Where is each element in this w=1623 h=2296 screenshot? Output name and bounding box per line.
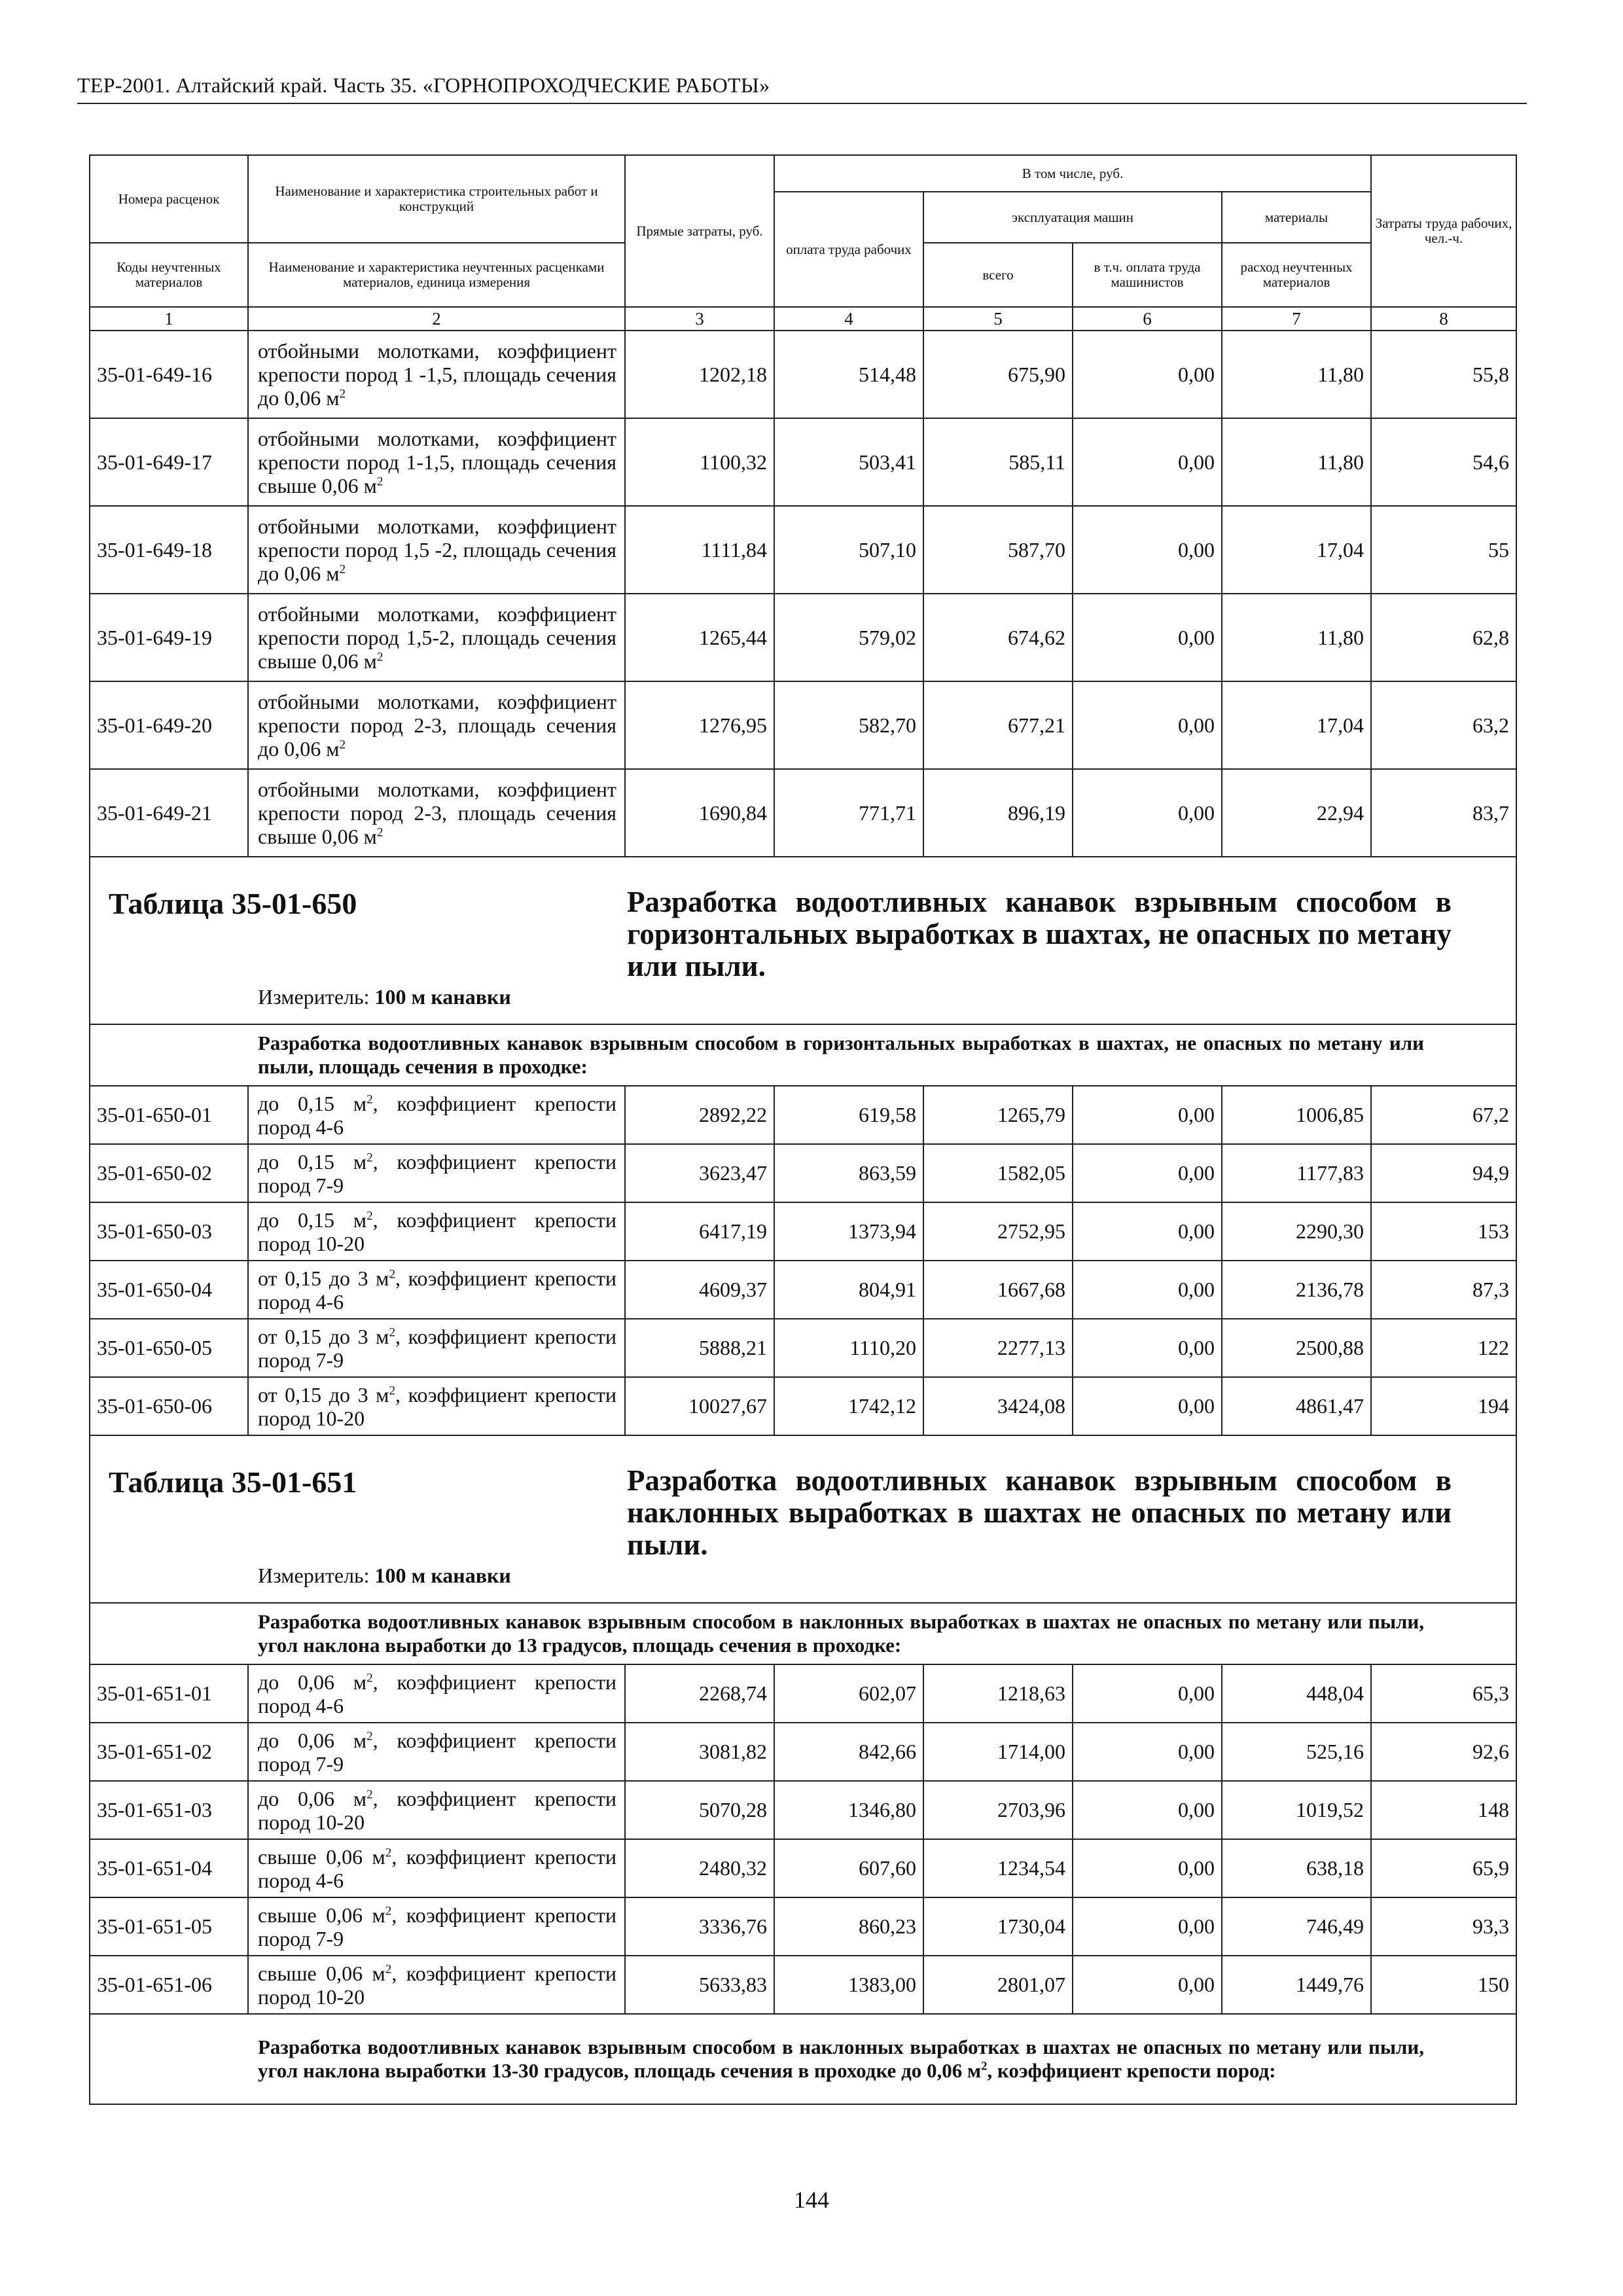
section-row (90, 2014, 1516, 2104)
column-number: 5 (923, 307, 1073, 331)
rate-code: 35-01-651-03 (90, 1781, 248, 1839)
description-text: , коэффициент крепости пород 4-6 (258, 1091, 616, 1139)
labor-hours-cell: 150 (1371, 1956, 1516, 2014)
labor-hours-cell: 63,2 (1371, 681, 1516, 769)
direct-costs-cell: 5633,83 (625, 1956, 774, 2014)
meter-value: 100 м канавки (374, 1564, 511, 1587)
labor-hours-cell: 67,2 (1371, 1086, 1516, 1144)
header-direct-costs: Прямые затраты, руб. (625, 155, 774, 307)
description-text: до 0,15 м (258, 1091, 367, 1115)
direct-costs-cell: 1100,32 (625, 418, 774, 506)
materials-cell: 17,04 (1222, 681, 1371, 769)
unit-superscript: 2 (366, 1729, 373, 1743)
unit-superscript: 2 (366, 1092, 373, 1106)
header-labor-pay: оплата труда рабочих (774, 192, 923, 307)
description-text: отбойными молотками, коэффициент крепости пород 1 -1,5, площадь сечения до 0,06 м (258, 339, 616, 410)
meter-value: 100 м канавки (374, 985, 511, 1009)
description-text: , коэффициент крепости пород 7-9 (258, 1324, 617, 1372)
column-number: 7 (1222, 307, 1371, 331)
machinists-pay-cell: 0,00 (1073, 1664, 1222, 1723)
machines-total-cell: 3424,08 (923, 1377, 1073, 1435)
description-text: отбойными молотками, коэффициент крепости пород 1,5-2, площадь сечения свыше 0,06 м (258, 602, 616, 673)
table-row (90, 1723, 1516, 1781)
labor-hours-cell: 62,8 (1371, 594, 1516, 681)
labor-hours-cell: 148 (1371, 1781, 1516, 1839)
table-row (90, 1202, 1516, 1261)
table-row (90, 1319, 1516, 1377)
unit-superscript: 2 (981, 2059, 988, 2073)
description-text: , коэффициент крепости пород 4-6 (258, 1670, 616, 1717)
work-description (248, 1144, 625, 1202)
section-row (90, 1024, 1516, 1086)
description-text: , коэффициент крепости пород 4-6 (258, 1266, 617, 1314)
machinists-pay-cell: 0,00 (1073, 1202, 1222, 1261)
machines-total-cell: 1218,63 (923, 1664, 1073, 1723)
machines-total-cell: 2752,95 (923, 1202, 1073, 1261)
direct-costs-cell: 3336,76 (625, 1897, 774, 1956)
meter (258, 1564, 511, 1588)
work-description (248, 1086, 625, 1144)
machinists-pay-cell: 0,00 (1073, 1144, 1222, 1202)
direct-costs-cell: 1276,95 (625, 681, 774, 769)
labor-pay-cell: 1110,20 (774, 1319, 923, 1377)
labor-hours-cell: 83,7 (1371, 769, 1516, 857)
description-text: отбойными молотками, коэффициент крепости пород 2-3, площадь сечения до 0,06 м (258, 690, 616, 761)
machinists-pay-cell: 0,00 (1073, 681, 1222, 769)
machinists-pay-cell: 0,00 (1073, 1086, 1222, 1144)
header-name-materials: Наименование и характеристика неучтенных расценками материалов, единица измерения (248, 243, 625, 307)
description-text: до 0,06 м (258, 1786, 367, 1810)
unit-superscript: 2 (385, 1845, 392, 1859)
header-codes-materials: Коды неучтенных материалов (90, 243, 248, 307)
unit-superscript: 2 (339, 387, 346, 401)
work-description (248, 1897, 625, 1956)
table-row (90, 681, 1516, 769)
machinists-pay-cell: 0,00 (1073, 1261, 1222, 1319)
machinists-pay-cell: 0,00 (1073, 1723, 1222, 1781)
description-text: , коэффициент крепости пород 7-9 (258, 1903, 616, 1950)
labor-pay-cell: 1742,12 (774, 1377, 923, 1435)
section-text: Разработка водоотливных канавок взрывным способом в горизонтальных выработках в шахтах, не опасных по метану или пыли, площадь сечения в проходке: (258, 1031, 1425, 1078)
header-total: всего (923, 243, 1073, 307)
table-row (90, 594, 1516, 681)
unit-superscript: 2 (339, 738, 346, 752)
work-description (248, 1956, 625, 2014)
rate-code: 35-01-651-06 (90, 1956, 248, 2014)
labor-pay-cell: 582,70 (774, 681, 923, 769)
machines-total-cell: 1730,04 (923, 1897, 1073, 1956)
machines-total-cell: 674,62 (923, 594, 1073, 681)
header-in-total: В том числе, руб. (774, 155, 1371, 192)
labor-pay-cell: 1383,00 (774, 1956, 923, 2014)
labor-hours-cell: 65,3 (1371, 1664, 1516, 1723)
description-text: свыше 0,06 м (258, 1961, 385, 1985)
labor-pay-cell: 771,71 (774, 769, 923, 857)
work-description (248, 1664, 625, 1723)
machinists-pay-cell: 0,00 (1073, 1781, 1222, 1839)
table-row (90, 1839, 1516, 1897)
description-text: , коэффициент крепости пород 4-6 (258, 1844, 616, 1892)
labor-hours-cell: 194 (1371, 1377, 1516, 1435)
machines-total-cell: 2277,13 (923, 1319, 1073, 1377)
table-row (90, 1664, 1516, 1723)
labor-hours-cell: 153 (1371, 1202, 1516, 1261)
rate-code: 35-01-651-04 (90, 1839, 248, 1897)
machines-total-cell: 1582,05 (923, 1144, 1073, 1202)
direct-costs-cell: 10027,67 (625, 1377, 774, 1435)
rate-code: 35-01-650-01 (90, 1086, 248, 1144)
materials-cell: 1449,76 (1222, 1956, 1371, 2014)
labor-hours-cell: 92,6 (1371, 1723, 1516, 1781)
materials-cell: 525,16 (1222, 1723, 1371, 1781)
table-title: Разработка водоотливных канавок взрывным способом в наклонных выработках в шахтах не опасных по метану или пыли. (627, 1464, 1452, 1561)
description-text: до 0,15 м (258, 1149, 367, 1174)
column-number: 6 (1073, 307, 1222, 331)
labor-pay-cell: 507,10 (774, 506, 923, 594)
meter-label: Измеритель: (258, 985, 370, 1009)
work-description (248, 594, 625, 681)
materials-cell: 2136,78 (1222, 1261, 1371, 1319)
description-text: , коэффициент крепости пород 7-9 (258, 1728, 616, 1776)
description-text: отбойными молотками, коэффициент крепости пород 1,5 -2, площадь сечения до 0,06 м (258, 514, 616, 585)
rate-code: 35-01-651-05 (90, 1897, 248, 1956)
labor-hours-cell: 55,8 (1371, 331, 1516, 418)
machinists-pay-cell: 0,00 (1073, 506, 1222, 594)
description-text: , коэффициент крепости пород 10-20 (258, 1382, 617, 1430)
labor-pay-cell: 607,60 (774, 1839, 923, 1897)
work-description (248, 331, 625, 418)
materials-cell: 2290,30 (1222, 1202, 1371, 1261)
labor-pay-cell: 1346,80 (774, 1781, 923, 1839)
machines-total-cell: 1234,54 (923, 1839, 1073, 1897)
table-row (90, 1086, 1516, 1144)
price-table (89, 154, 1517, 2105)
running-header: ТЕР-2001. Алтайский край. Часть 35. «ГОРНОПРОХОДЧЕСКИЕ РАБОТЫ» (77, 73, 1527, 104)
table-row (90, 1377, 1516, 1435)
unit-superscript: 2 (376, 475, 383, 489)
description-text: отбойными молотками, коэффициент крепости пород 1-1,5, площадь сечения свыше 0,06 м (258, 427, 616, 497)
labor-pay-cell: 1373,94 (774, 1202, 923, 1261)
labor-pay-cell: 863,59 (774, 1144, 923, 1202)
work-description (248, 1261, 625, 1319)
table-row (90, 1781, 1516, 1839)
description-text: от 0,15 до 3 м (258, 1382, 389, 1407)
machinists-pay-cell: 0,00 (1073, 1956, 1222, 2014)
machinists-pay-cell: 0,00 (1073, 769, 1222, 857)
labor-pay-cell: 619,58 (774, 1086, 923, 1144)
work-description (248, 1781, 625, 1839)
direct-costs-cell: 3081,82 (625, 1723, 774, 1781)
rate-code: 35-01-649-18 (90, 506, 248, 594)
page-number: 144 (794, 2187, 829, 2213)
work-description (248, 1377, 625, 1435)
work-description (248, 769, 625, 857)
materials-cell: 11,80 (1222, 418, 1371, 506)
header-machines: эксплуатация машин (923, 192, 1222, 243)
rate-code: 35-01-649-20 (90, 681, 248, 769)
labor-hours-cell: 94,9 (1371, 1144, 1516, 1202)
table-title-cell (90, 1435, 1516, 1603)
direct-costs-cell: 2268,74 (625, 1664, 774, 1723)
column-number-row (90, 307, 1516, 331)
machines-total-cell: 585,11 (923, 418, 1073, 506)
header-incl-machinists: в т.ч. оплата труда машинистов (1073, 243, 1222, 307)
machines-total-cell: 1714,00 (923, 1723, 1073, 1781)
meter-label: Измеритель: (258, 1564, 370, 1587)
materials-cell: 746,49 (1222, 1897, 1371, 1956)
direct-costs-cell: 3623,47 (625, 1144, 774, 1202)
column-number: 4 (774, 307, 923, 331)
labor-pay-cell: 503,41 (774, 418, 923, 506)
labor-hours-cell: 65,9 (1371, 1839, 1516, 1897)
machinists-pay-cell: 0,00 (1073, 1377, 1222, 1435)
description-text: отбойными молотками, коэффициент крепости пород 2-3, площадь сечения свыше 0,06 м (258, 778, 616, 848)
materials-cell: 11,80 (1222, 594, 1371, 681)
unit-superscript: 2 (366, 1150, 373, 1164)
direct-costs-cell: 2892,22 (625, 1086, 774, 1144)
materials-cell: 4861,47 (1222, 1377, 1371, 1435)
unit-superscript: 2 (385, 1962, 392, 1976)
materials-cell: 2500,88 (1222, 1319, 1371, 1377)
table-row (90, 418, 1516, 506)
labor-pay-cell: 842,66 (774, 1723, 923, 1781)
table-title-row (90, 1435, 1516, 1603)
unit-superscript: 2 (366, 1208, 373, 1223)
work-description (248, 1202, 625, 1261)
labor-pay-cell: 514,48 (774, 331, 923, 418)
unit-superscript: 2 (366, 1670, 373, 1685)
table-title-box (90, 857, 1516, 1024)
section-text: , коэффициент крепости пород: (987, 2059, 1276, 2082)
unit-superscript: 2 (389, 1325, 396, 1339)
direct-costs-cell: 4609,37 (625, 1261, 774, 1319)
machines-total-cell: 2801,07 (923, 1956, 1073, 2014)
labor-pay-cell: 860,23 (774, 1897, 923, 1956)
section-row (90, 1603, 1516, 1664)
machinists-pay-cell: 0,00 (1073, 331, 1222, 418)
unit-superscript: 2 (366, 1787, 373, 1801)
description-text: свыше 0,06 м (258, 1844, 385, 1869)
column-number: 2 (248, 307, 625, 331)
table-row (90, 1261, 1516, 1319)
labor-hours-cell: 122 (1371, 1319, 1516, 1377)
materials-cell: 638,18 (1222, 1839, 1371, 1897)
rate-code: 35-01-649-21 (90, 769, 248, 857)
unit-superscript: 2 (339, 562, 346, 577)
machines-total-cell: 896,19 (923, 769, 1073, 857)
description-text: до 0,06 м (258, 1728, 367, 1752)
unit-superscript: 2 (376, 825, 383, 840)
machines-total-cell: 675,90 (923, 331, 1073, 418)
unit-superscript: 2 (385, 1903, 392, 1918)
header-materials: материалы (1222, 192, 1371, 243)
labor-hours-cell: 93,3 (1371, 1897, 1516, 1956)
table-row (90, 1956, 1516, 2014)
description-text: от 0,15 до 3 м (258, 1266, 389, 1290)
direct-costs-cell: 1202,18 (625, 331, 774, 418)
direct-costs-cell: 6417,19 (625, 1202, 774, 1261)
meter (258, 985, 511, 1009)
description-text: до 0,06 м (258, 1670, 367, 1694)
materials-cell: 17,04 (1222, 506, 1371, 594)
work-description (248, 681, 625, 769)
rate-code: 35-01-650-03 (90, 1202, 248, 1261)
machines-total-cell: 2703,96 (923, 1781, 1073, 1839)
table-title-row (90, 857, 1516, 1024)
rate-code: 35-01-649-16 (90, 331, 248, 418)
description-text: , коэффициент крепости пород 10-20 (258, 1961, 616, 2009)
description-text: , коэффициент крепости пород 10-20 (258, 1208, 616, 1255)
machinists-pay-cell: 0,00 (1073, 418, 1222, 506)
materials-cell: 1019,52 (1222, 1781, 1371, 1839)
table-id: Таблица 35-01-651 (109, 1465, 357, 1499)
table-title-cell (90, 857, 1516, 1024)
rate-code: 35-01-649-19 (90, 594, 248, 681)
materials-cell: 22,94 (1222, 769, 1371, 857)
description-text: , коэффициент крепости пород 10-20 (258, 1786, 616, 1834)
machines-total-cell: 677,21 (923, 681, 1073, 769)
machinists-pay-cell: 0,00 (1073, 1897, 1222, 1956)
description-text: от 0,15 до 3 м (258, 1324, 389, 1348)
direct-costs-cell: 5888,21 (625, 1319, 774, 1377)
section-heading (90, 1603, 1516, 1664)
table-row (90, 506, 1516, 594)
direct-costs-cell: 2480,32 (625, 1839, 774, 1897)
description-text: свыше 0,06 м (258, 1903, 385, 1927)
rate-code: 35-01-651-02 (90, 1723, 248, 1781)
rate-code: 35-01-650-04 (90, 1261, 248, 1319)
direct-costs-cell: 1111,84 (625, 506, 774, 594)
table-row (90, 331, 1516, 418)
machines-total-cell: 587,70 (923, 506, 1073, 594)
description-text: , коэффициент крепости пород 7-9 (258, 1149, 616, 1197)
table-title: Разработка водоотливных канавок взрывным способом в горизонтальных выработках в шахтах, не опасных по метану или пыли. (627, 886, 1452, 982)
header-unaccounted: расход неучтенных материалов (1222, 243, 1371, 307)
materials-cell: 1177,83 (1222, 1144, 1371, 1202)
materials-cell: 1006,85 (1222, 1086, 1371, 1144)
work-description (248, 1839, 625, 1897)
direct-costs-cell: 1690,84 (625, 769, 774, 857)
table-id: Таблица 35-01-650 (109, 887, 357, 920)
labor-pay-cell: 804,91 (774, 1261, 923, 1319)
rate-code: 35-01-650-05 (90, 1319, 248, 1377)
work-description (248, 1723, 625, 1781)
rate-code: 35-01-649-17 (90, 418, 248, 506)
unit-superscript: 2 (389, 1266, 396, 1281)
machinists-pay-cell: 0,00 (1073, 594, 1222, 681)
machines-total-cell: 1667,68 (923, 1261, 1073, 1319)
rate-code: 35-01-651-01 (90, 1664, 248, 1723)
rate-code: 35-01-650-06 (90, 1377, 248, 1435)
description-text: до 0,15 м (258, 1208, 367, 1232)
work-description (248, 506, 625, 594)
machinists-pay-cell: 0,00 (1073, 1319, 1222, 1377)
table-row (90, 1144, 1516, 1202)
column-number: 3 (625, 307, 774, 331)
labor-hours-cell: 87,3 (1371, 1261, 1516, 1319)
labor-pay-cell: 602,07 (774, 1664, 923, 1723)
table-row (90, 1897, 1516, 1956)
unit-superscript: 2 (389, 1383, 396, 1397)
section-text: Разработка водоотливных канавок взрывным способом в наклонных выработках в шахтах не опасных по метану или пыли, угол наклона выработки до 13 градусов, площадь сечения в проходке: (258, 1610, 1425, 1657)
rate-code: 35-01-650-02 (90, 1144, 248, 1202)
table-row (90, 769, 1516, 857)
column-number: 1 (90, 307, 248, 331)
labor-hours-cell: 55 (1371, 506, 1516, 594)
header-codes: Номера расценок (90, 155, 248, 243)
section-heading (90, 2014, 1516, 2104)
section-text: Разработка водоотливных канавок взрывным способом в наклонных выработках в шахтах не опасных по метану или пыли, угол наклона выработки 13-30 градусов, площадь сечения в проходке до 0,06 м (258, 2036, 1425, 2082)
machines-total-cell: 1265,79 (923, 1086, 1073, 1144)
machinists-pay-cell: 0,00 (1073, 1839, 1222, 1897)
table-title-box (90, 1436, 1516, 1602)
header-name: Наименование и характеристика строительных работ и конструкций (248, 155, 625, 243)
section-heading (90, 1024, 1516, 1086)
work-description (248, 1319, 625, 1377)
labor-pay-cell: 579,02 (774, 594, 923, 681)
materials-cell: 448,04 (1222, 1664, 1371, 1723)
header-row-1 (90, 155, 1516, 192)
labor-hours-cell: 54,6 (1371, 418, 1516, 506)
work-description (248, 418, 625, 506)
materials-cell: 11,80 (1222, 331, 1371, 418)
direct-costs-cell: 5070,28 (625, 1781, 774, 1839)
direct-costs-cell: 1265,44 (625, 594, 774, 681)
unit-superscript: 2 (376, 650, 383, 664)
column-number: 8 (1371, 307, 1516, 331)
header-labor: Затраты труда рабочих, чел.-ч. (1371, 155, 1516, 307)
